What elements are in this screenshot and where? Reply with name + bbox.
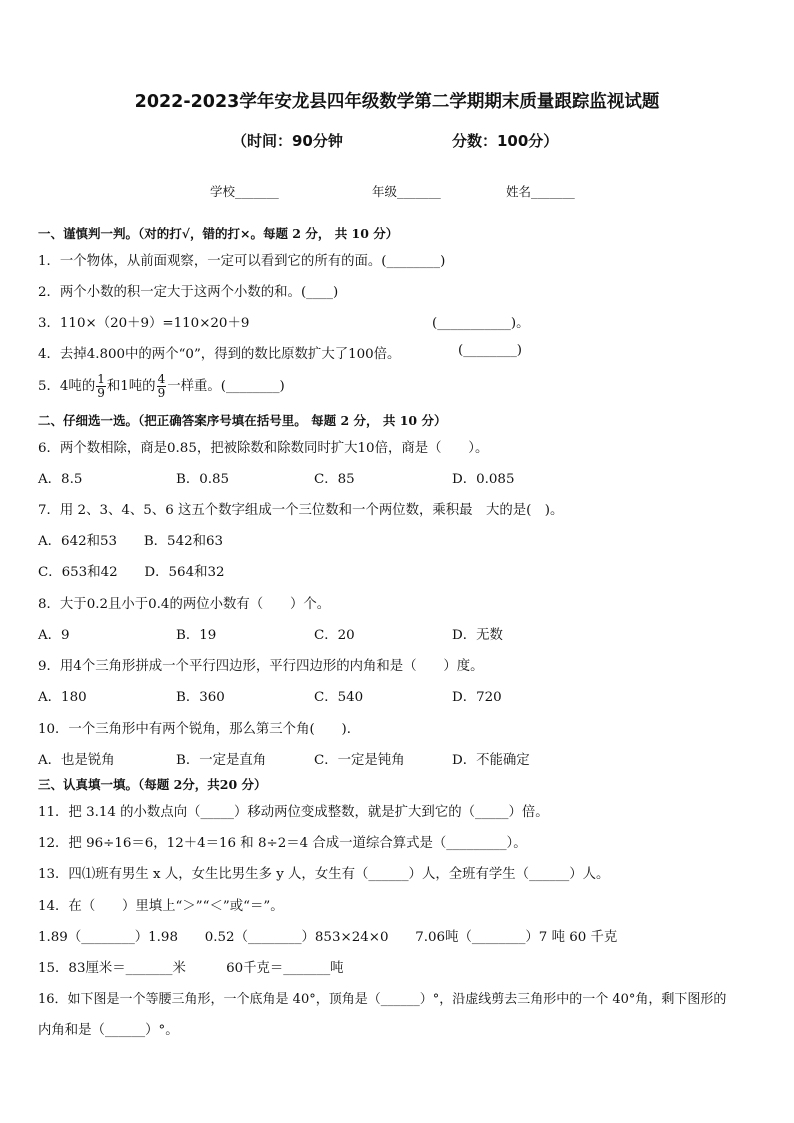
question-6-option-a[interactable]: A．8.5 bbox=[38, 472, 83, 487]
name-field[interactable]: 姓名_______ bbox=[506, 184, 575, 199]
question-5 bbox=[38, 373, 285, 400]
question-7-options-cd[interactable]: C．653和42 D．564和32 bbox=[38, 565, 225, 580]
fraction-4-9: $\frac{4}{9}$ bbox=[157, 372, 166, 400]
question-3-answer-blank[interactable]: (___________)。 bbox=[432, 316, 530, 331]
question-8-option-d[interactable]: D．无数 bbox=[452, 628, 503, 643]
fraction-1-9: $\frac{1}{9}$ bbox=[97, 372, 105, 400]
question-16-continued: 内角和是（______）°。 bbox=[38, 1023, 179, 1038]
section-1-heading: 一、谨慎判一判。（对的打√，错的打×。每题 2 分， 共 10 分） bbox=[38, 226, 399, 241]
time-label: （时间：90分钟 bbox=[232, 132, 343, 150]
question-11: 11．把 3.14 的小数点向（_____）移动两位变成整数，就是扩大到它的（_____）倍。 bbox=[38, 805, 549, 820]
question-4-answer-blank[interactable]: (________) bbox=[458, 343, 523, 358]
question-9-option-c[interactable]: C．540 bbox=[314, 690, 364, 705]
question-8-option-a[interactable]: A．9 bbox=[38, 628, 70, 643]
question-1: 1．一个物体，从前面观察，一定可以看到它的所有的面。(________) bbox=[38, 254, 446, 269]
question-7: 7．用 2、3、4、5、6 这五个数字组成一个三位数和一个两位数，乘积最 大的是( )。 bbox=[38, 503, 564, 518]
section-2-heading: 二、仔细选一选。（把正确答案序号填在括号里。 每题 2 分， 共 10 分） bbox=[38, 413, 447, 428]
question-16: 16．如下图是一个等腰三角形，一个底角是 40°，顶角是（______）°，沿虚线剪去三角形中的一个 40°角，剩下图形的 bbox=[38, 992, 727, 1007]
question-10-option-b[interactable]: B．一定是直角 bbox=[176, 753, 267, 768]
grade-field[interactable]: 年级_______ bbox=[372, 184, 441, 199]
question-10-option-c[interactable]: C．一定是钝角 bbox=[314, 753, 405, 768]
question-12: 12．把 96÷16＝6，12＋4＝16 和 8÷2＝4 合成一道综合算式是（_________）。 bbox=[38, 836, 527, 851]
question-9-option-a[interactable]: A．180 bbox=[38, 690, 87, 705]
question-9-option-d[interactable]: D．720 bbox=[452, 690, 502, 705]
section-3-heading: 三、认真填一填。（每题 2分，共20 分） bbox=[38, 777, 267, 792]
question-8-option-c[interactable]: C．20 bbox=[314, 628, 355, 643]
question-3: 3．110×（20＋9）=110×20＋9 bbox=[38, 316, 250, 331]
school-field[interactable]: 学校_______ bbox=[210, 184, 279, 199]
question-8-option-b[interactable]: B．19 bbox=[176, 628, 217, 643]
question-6-option-c[interactable]: C．85 bbox=[314, 472, 355, 487]
question-10: 10．一个三角形中有两个锐角，那么第三个角( )． bbox=[38, 722, 361, 737]
question-10-option-a[interactable]: A．也是锐角 bbox=[38, 753, 115, 768]
question-9-option-b[interactable]: B．360 bbox=[176, 690, 225, 705]
question-6-option-b[interactable]: B．0.85 bbox=[176, 472, 230, 487]
question-5-text-a: 5．4吨的 bbox=[38, 379, 96, 394]
question-7-options-ab[interactable]: A．642和53 B．542和63 bbox=[38, 534, 224, 549]
question-9: 9．用4个三角形拼成一个平行四边形，平行四边形的内角和是（ ）度。 bbox=[38, 659, 484, 674]
question-5-text-c: 一样重。(________) bbox=[167, 379, 285, 394]
question-6-option-d[interactable]: D．0.085 bbox=[452, 472, 515, 487]
question-14-comparisons: 1.89（________）1.98 0.52（________）853×24×0 7.06吨（________）7 吨 60 千克 bbox=[38, 930, 618, 945]
question-5-text-b: 和1吨的 bbox=[106, 379, 156, 394]
page-title: 2022-2023学年安龙县四年级数学第二学期期末质量跟踪监视试题 bbox=[134, 92, 660, 112]
question-10-option-d[interactable]: D．不能确定 bbox=[452, 753, 530, 768]
question-2: 2．两个小数的积一定大于这两个小数的和。(____) bbox=[38, 285, 339, 300]
question-4: 4．去掉4.800中的两个“0”，得到的数比原数扩大了100倍。 bbox=[38, 347, 401, 362]
question-14: 14．在（ ）里填上“＞”“＜”或“＝”。 bbox=[38, 899, 284, 914]
question-6: 6．两个数相除，商是0.85，把被除数和除数同时扩大10倍，商是（ ）。 bbox=[38, 441, 489, 456]
question-8: 8．大于0.2且小于0.4的两位小数有（ ）个。 bbox=[38, 597, 331, 612]
question-13: 13．四⑴班有男生 x 人，女生比男生多 y 人，女生有（______）人，全班有学生（______）人。 bbox=[38, 867, 610, 882]
question-15: 15．83厘米＝_______米 60千克＝_______吨 bbox=[38, 961, 344, 976]
score-label: 分数：100分） bbox=[452, 132, 559, 150]
